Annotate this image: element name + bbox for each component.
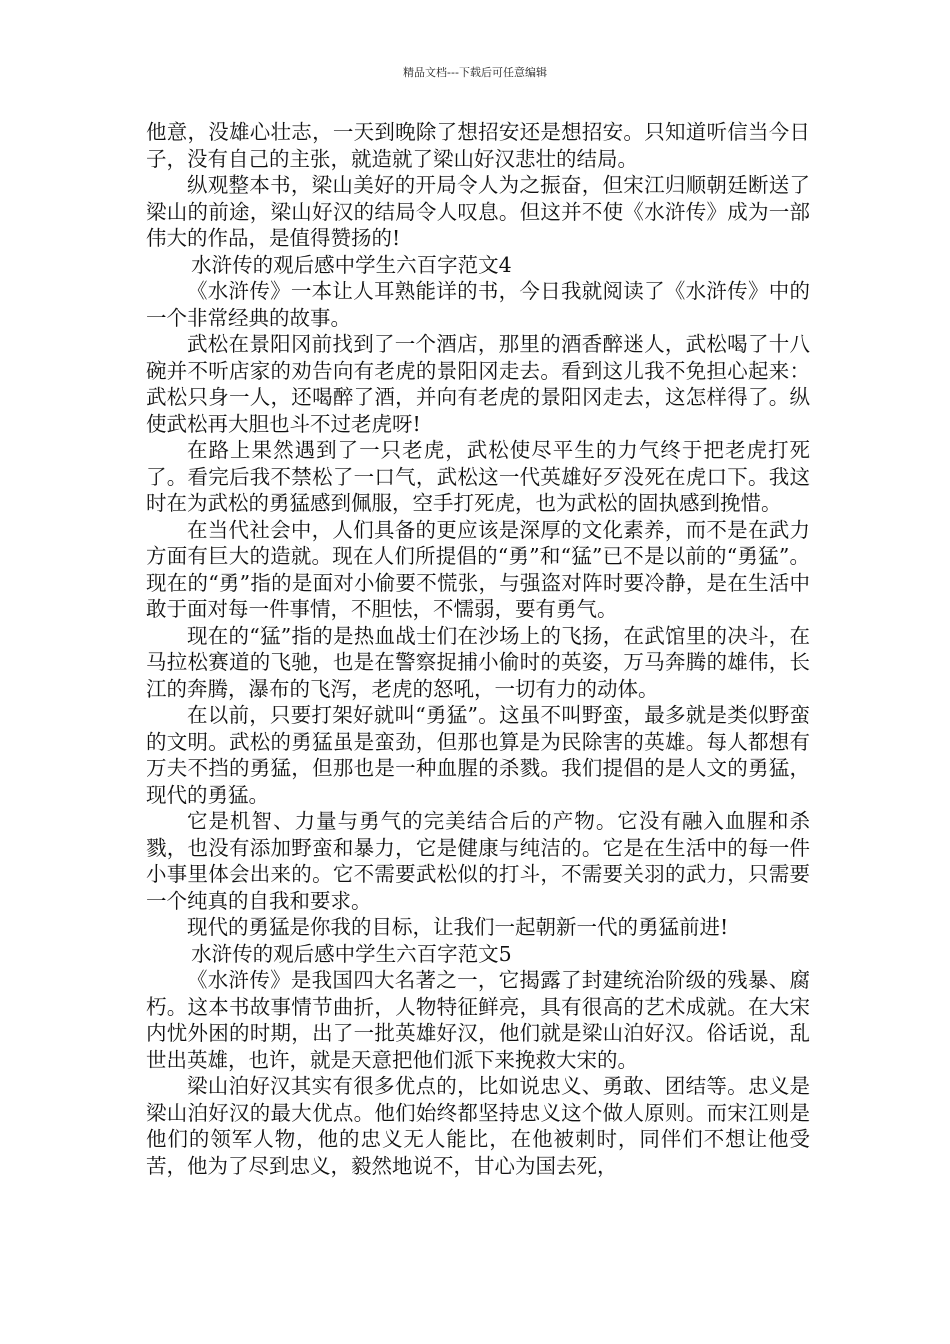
paragraph-1: 他意，没雄心壮志，一天到晚除了想招安还是想招安。只知道听信当今日子，没有自己的主张，就造就了梁山好汉悲壮的结局。 xyxy=(146,120,810,171)
paragraph-2: 纵观整本书，梁山美好的开局令人为之振奋，但宋江归顺朝廷断送了梁山的前途，梁山好汉的结局令人叹息。但这并不使《水浒传》成为一部伟大的作品，是值得赞扬的! xyxy=(146,173,810,250)
paragraph-9: 它是机智、力量与勇气的完美结合后的产物。它没有融入血腥和杀戮，也没有添加野蛮和暴力，它是健康与纯洁的。它是在生活中的每一件小事里体会出来的。它不需要武松似的打斗，不需要关羽的武力，只需要一个纯真的自我和要求。 xyxy=(146,809,810,913)
page-header: 精品文档---下载后可任意编辑 xyxy=(403,66,547,79)
paragraph-6: 在当代社会中，人们具备的更应该是深厚的文化素养，而不是在武力方面有巨大的造就。现在人们所提倡的“勇”和“猛”已不是以前的“勇猛”。现在的“勇”指的是面对小偷要不慌张，与强盗对阵时要冷静，是在生活中敢于面对每一件事情，不胆怯，不懦弱，要有勇气。 xyxy=(146,517,810,621)
paragraph-4: 武松在景阳冈前找到了一个酒店，那里的酒香醉迷人，武松喝了十八碗并不听店家的劝告向有老虎的景阳冈走去。看到这儿我不免担心起来：武松只身一人，还喝醉了酒，并向有老虎的景阳冈走去，这怎样得了。纵使武松再大胆也斗不过老虎呀! xyxy=(146,332,810,436)
paragraph-3: 《水浒传》一本让人耳熟能详的书，今日我就阅读了《水浒传》中的一个非常经典的故事。 xyxy=(146,279,810,330)
document-body xyxy=(146,119,810,1179)
paragraph-7: 现在的“猛”指的是热血战士们在沙场上的飞扬，在武馆里的决斗，在马拉松赛道的飞驰，也是在警察捉捕小偷时的英姿，万马奔腾的雄伟，长江的奔腾，瀑布的飞泻，老虎的怒吼，一切有力的动体。 xyxy=(146,623,810,701)
paragraph-11: 《水浒传》是我国四大名著之一，它揭露了封建统治阶级的残暴、腐朽。这本书故事情节曲折，人物特征鲜亮，具有很高的艺术成就。在大宋内忧外困的时期，出了一批英雄好汉，他们就是梁山泊好汉。俗话说，乱世出英雄，也许，就是天意把他们派下来挽救大宋的。 xyxy=(146,968,810,1072)
paragraph-5: 在路上果然遇到了一只老虎，武松使尽平生的力气终于把老虎打死了。看完后我不禁松了一口气，武松这一代英雄好歹没死在虎口下。我这时在为武松的勇猛感到佩服，空手打死虎，也为武松的固执感到挽惜。 xyxy=(146,438,810,515)
paragraph-10: 现代的勇猛是你我的目标，让我们一起朝新一代的勇猛前进! xyxy=(187,915,729,939)
paragraph-8: 在以前，只要打架好就叫“勇猛”。这虽不叫野蛮，最多就是类似野蛮的文明。武松的勇猛虽是蛮劲，但那也算是为民除害的英雄。每人都想有万夫不挡的勇猛，但那也是一种血腥的杀戮。我们提倡的是人文的勇猛，现代的勇猛。 xyxy=(146,703,810,807)
section-heading-5: 水浒传的观后感中学生六百字范文5 xyxy=(191,941,512,966)
paragraph-12: 梁山泊好汉其实有很多优点的，比如说忠义、勇敢、团结等。忠义是梁山泊好汉的最大优点。他们始终都坚持忠义这个做人原则。而宋江则是他们的领军人物，他的忠义无人能比，在他被刺时，同伴们不想让他受苦，他为了尽到忠义，毅然地说不，甘心为国去死， xyxy=(146,1074,810,1178)
section-heading-4: 水浒传的观后感中学生六百字范文4 xyxy=(191,252,512,277)
